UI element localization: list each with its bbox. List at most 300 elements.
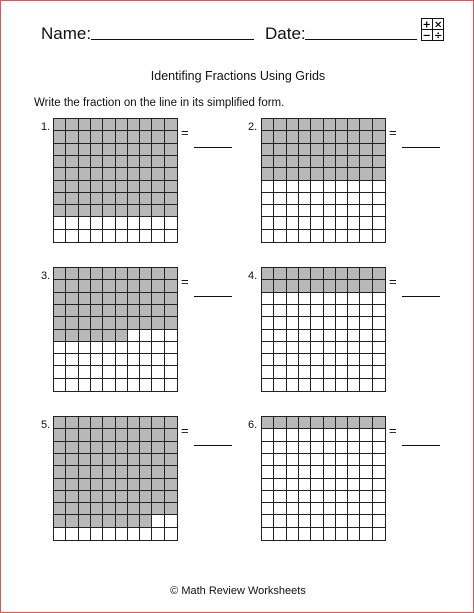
grid-cell-empty (299, 491, 311, 503)
grid-cell-empty (311, 479, 323, 491)
grid-cell-empty (274, 528, 286, 540)
grid-cell-shaded (66, 144, 78, 156)
grid-cell-empty (54, 366, 66, 378)
grid-cell-shaded (299, 268, 311, 280)
grid-cell-shaded (165, 454, 177, 466)
grid-cell-shaded (79, 305, 91, 317)
grid-cell-shaded (165, 491, 177, 503)
grid-cell-shaded (287, 131, 299, 143)
grid-cell-shaded (128, 305, 140, 317)
grid-cell-empty (311, 293, 323, 305)
grid-cell-shaded (262, 268, 274, 280)
grid-cell-empty (287, 466, 299, 478)
grid-cell-empty (360, 528, 372, 540)
grid-cell-empty (274, 454, 286, 466)
grid-cell-shaded (311, 280, 323, 292)
grid-cell-empty (287, 379, 299, 391)
grid-cell-empty (152, 342, 164, 354)
grid-cell-shaded (79, 515, 91, 527)
grid-cell-empty (373, 479, 385, 491)
grid-cell-shaded (54, 119, 66, 131)
grid-cell-shaded (116, 181, 128, 193)
fraction-grid (53, 267, 178, 392)
grid-cell-shaded (262, 168, 274, 180)
grid-cell-shaded (348, 280, 360, 292)
grid-cell-empty (336, 205, 348, 217)
grid-cell-shaded (274, 417, 286, 429)
grid-cell-empty (324, 491, 336, 503)
grid-cell-shaded (116, 429, 128, 441)
grid-cell-shaded (103, 144, 115, 156)
grid-cell-shaded (54, 156, 66, 168)
answer-line (194, 445, 232, 446)
grid-cell-empty (360, 317, 372, 329)
grid-cell-empty (287, 317, 299, 329)
math-operations-logo-icon (421, 18, 444, 41)
grid-cell-empty (311, 528, 323, 540)
grid-cell-empty (54, 354, 66, 366)
grid-cell-empty (348, 205, 360, 217)
grid-cell-empty (311, 317, 323, 329)
grid-cell-empty (311, 454, 323, 466)
grid-cell-shaded (128, 144, 140, 156)
grid-cell-empty (140, 366, 152, 378)
grid-cell-shaded (287, 280, 299, 292)
grid-cell-empty (274, 193, 286, 205)
grid-cell-empty (336, 503, 348, 515)
grid-cell-shaded (324, 144, 336, 156)
grid-cell-empty (373, 503, 385, 515)
grid-cell-empty (324, 528, 336, 540)
grid-cell-empty (299, 317, 311, 329)
grid-cell-empty (79, 354, 91, 366)
grid-cell-empty (360, 429, 372, 441)
grid-cell-shaded (152, 479, 164, 491)
grid-cell-empty (336, 528, 348, 540)
grid-cell-empty (128, 528, 140, 540)
grid-cell-empty (287, 342, 299, 354)
grid-cell-empty (274, 479, 286, 491)
grid-cell-shaded (140, 205, 152, 217)
grid-cell-shaded (311, 156, 323, 168)
grid-cell-shaded (140, 491, 152, 503)
grid-cell-shaded (165, 156, 177, 168)
grid-cell-shaded (54, 268, 66, 280)
grid-cell-empty (128, 379, 140, 391)
grid-cell-shaded (152, 181, 164, 193)
grid-cell-shaded (360, 119, 372, 131)
grid-cell-shaded (103, 479, 115, 491)
grid-cell-empty (274, 515, 286, 527)
grid-cell-empty (262, 454, 274, 466)
grid-cell-shaded (91, 193, 103, 205)
grid-cell-shaded (336, 144, 348, 156)
grid-cell-shaded (336, 119, 348, 131)
grid-cell-shaded (165, 479, 177, 491)
grid-cell-shaded (262, 156, 274, 168)
grid-cell-empty (262, 205, 274, 217)
grid-cell-empty (91, 366, 103, 378)
grid-cell-shaded (116, 156, 128, 168)
grid-cell-empty (324, 230, 336, 242)
grid-cell-empty (348, 354, 360, 366)
grid-cell-shaded (287, 417, 299, 429)
grid-cell-shaded (140, 429, 152, 441)
grid-cell-shaded (54, 479, 66, 491)
fraction-grid (261, 118, 386, 243)
grid-cell-empty (360, 466, 372, 478)
grid-cell-empty (274, 429, 286, 441)
grid-cell-empty (324, 503, 336, 515)
grid-cell-empty (360, 330, 372, 342)
grid-cell-empty (373, 317, 385, 329)
grid-cell-empty (287, 454, 299, 466)
grid-cell-empty (348, 181, 360, 193)
grid-cell-shaded (128, 515, 140, 527)
grid-cell-shaded (165, 131, 177, 143)
equals-sign: = (389, 125, 397, 140)
grid-cell-shaded (103, 181, 115, 193)
grid-cell-shaded (66, 466, 78, 478)
grid-cell-empty (348, 454, 360, 466)
grid-cell-empty (287, 366, 299, 378)
grid-cell-empty (311, 354, 323, 366)
grid-cell-shaded (140, 119, 152, 131)
grid-cell-empty (116, 528, 128, 540)
grid-cell-empty (373, 205, 385, 217)
grid-cell-shaded (287, 119, 299, 131)
grid-cell-shaded (299, 168, 311, 180)
divide-symbol: ÷ (434, 30, 443, 41)
grid-cell-shaded (360, 144, 372, 156)
grid-cell-empty (299, 330, 311, 342)
grid-cell-shaded (287, 168, 299, 180)
grid-cell-empty (165, 379, 177, 391)
grid-cell-empty (299, 429, 311, 441)
grid-cell-shaded (360, 168, 372, 180)
grid-cell-empty (128, 230, 140, 242)
grid-cell-empty (336, 366, 348, 378)
grid-cell-shaded (116, 317, 128, 329)
grid-cell-empty (54, 342, 66, 354)
grid-cell-shaded (103, 193, 115, 205)
grid-cell-shaded (152, 317, 164, 329)
grid-cell-shaded (66, 330, 78, 342)
grid-cell-empty (348, 193, 360, 205)
grid-cell-shaded (274, 119, 286, 131)
grid-cell-empty (299, 528, 311, 540)
grid-cell-shaded (103, 503, 115, 515)
grid-cell-shaded (91, 168, 103, 180)
grid-cell-shaded (348, 144, 360, 156)
grid-cell-shaded (373, 268, 385, 280)
grid-cell-empty (336, 305, 348, 317)
grid-cell-empty (66, 354, 78, 366)
grid-cell-shaded (336, 280, 348, 292)
grid-cell-shaded (79, 168, 91, 180)
grid-cell-empty (287, 230, 299, 242)
grid-cell-shaded (274, 156, 286, 168)
grid-cell-empty (336, 491, 348, 503)
grid-cell-empty (140, 230, 152, 242)
grid-cell-shaded (79, 131, 91, 143)
grid-cell-shaded (103, 268, 115, 280)
grid-cell-shaded (116, 491, 128, 503)
grid-cell-empty (373, 454, 385, 466)
grid-cell-empty (287, 503, 299, 515)
grid-cell-shaded (79, 280, 91, 292)
grid-cell-empty (66, 342, 78, 354)
grid-cell-shaded (274, 144, 286, 156)
grid-cell-shaded (165, 181, 177, 193)
grid-cell-empty (348, 293, 360, 305)
grid-cell-shaded (66, 293, 78, 305)
grid-cell-empty (311, 379, 323, 391)
grid-cell-shaded (116, 193, 128, 205)
grid-cell-shaded (299, 131, 311, 143)
grid-cell-shaded (103, 454, 115, 466)
grid-cell-empty (360, 366, 372, 378)
grid-cell-shaded (91, 429, 103, 441)
grid-cell-shaded (128, 205, 140, 217)
grid-cell-shaded (324, 119, 336, 131)
grid-cell-shaded (66, 193, 78, 205)
instructions: Write the fraction on the line in its simplified form. (34, 97, 285, 109)
grid-cell-empty (360, 442, 372, 454)
grid-cell-empty (324, 515, 336, 527)
grid-cell-shaded (152, 144, 164, 156)
grid-cell-shaded (91, 156, 103, 168)
grid-cell-empty (116, 379, 128, 391)
grid-cell-shaded (91, 417, 103, 429)
grid-cell-empty (373, 429, 385, 441)
fraction-grid (261, 267, 386, 392)
grid-cell-shaded (140, 144, 152, 156)
grid-cell-shaded (311, 131, 323, 143)
grid-cell-empty (311, 503, 323, 515)
equals-sign: = (389, 423, 397, 438)
grid-cell-shaded (54, 168, 66, 180)
grid-cell-empty (373, 379, 385, 391)
grid-cell-shaded (116, 503, 128, 515)
grid-cell-empty (262, 217, 274, 229)
grid-cell-shaded (116, 293, 128, 305)
grid-cell-empty (116, 217, 128, 229)
grid-cell-empty (79, 379, 91, 391)
grid-cell-empty (274, 330, 286, 342)
grid-cell-empty (91, 217, 103, 229)
grid-cell-empty (287, 205, 299, 217)
grid-cell-empty (299, 379, 311, 391)
grid-cell-empty (54, 528, 66, 540)
grid-cell-empty (79, 342, 91, 354)
grid-cell-empty (274, 491, 286, 503)
grid-cell-shaded (165, 168, 177, 180)
grid-cell-empty (299, 479, 311, 491)
grid-cell-empty (336, 442, 348, 454)
grid-cell-empty (336, 217, 348, 229)
grid-cell-empty (165, 230, 177, 242)
grid-cell-empty (91, 342, 103, 354)
grid-cell-shaded (116, 454, 128, 466)
grid-cell-empty (360, 491, 372, 503)
grid-cell-empty (299, 354, 311, 366)
grid-cell-shaded (79, 293, 91, 305)
grid-cell-empty (262, 181, 274, 193)
grid-cell-shaded (66, 479, 78, 491)
grid-cell-shaded (103, 429, 115, 441)
grid-cell-empty (116, 230, 128, 242)
fraction-grid (261, 416, 386, 541)
grid-cell-empty (152, 230, 164, 242)
grid-cell-empty (103, 230, 115, 242)
grid-cell-empty (79, 366, 91, 378)
grid-cell-shaded (128, 491, 140, 503)
grid-cell-empty (336, 466, 348, 478)
footer-copyright: © Math Review Worksheets (170, 585, 306, 597)
grid-cell-empty (324, 366, 336, 378)
grid-cell-empty (299, 293, 311, 305)
grid-cell-empty (373, 342, 385, 354)
grid-cell-shaded (128, 131, 140, 143)
grid-cell-shaded (152, 417, 164, 429)
grid-cell-shaded (54, 503, 66, 515)
grid-cell-empty (373, 366, 385, 378)
grid-cell-shaded (140, 305, 152, 317)
grid-cell-shaded (140, 503, 152, 515)
grid-cell-empty (360, 217, 372, 229)
grid-cell-empty (348, 305, 360, 317)
grid-cell-empty (152, 330, 164, 342)
grid-cell-empty (79, 217, 91, 229)
grid-cell-empty (262, 366, 274, 378)
grid-cell-shaded (274, 168, 286, 180)
grid-cell-empty (336, 354, 348, 366)
grid-cell-empty (299, 230, 311, 242)
grid-cell-empty (262, 317, 274, 329)
grid-cell-empty (360, 305, 372, 317)
grid-cell-shaded (91, 119, 103, 131)
grid-cell-shaded (91, 491, 103, 503)
grid-cell-empty (287, 330, 299, 342)
grid-cell-empty (299, 503, 311, 515)
grid-cell-empty (324, 205, 336, 217)
grid-cell-empty (274, 342, 286, 354)
grid-cell-shaded (165, 305, 177, 317)
grid-cell-shaded (324, 131, 336, 143)
grid-cell-shaded (165, 503, 177, 515)
grid-cell-empty (140, 330, 152, 342)
grid-cell-shaded (165, 205, 177, 217)
grid-cell-empty (66, 528, 78, 540)
grid-cell-empty (165, 354, 177, 366)
grid-cell-shaded (116, 268, 128, 280)
grid-cell-empty (287, 515, 299, 527)
grid-cell-empty (324, 317, 336, 329)
grid-cell-empty (262, 429, 274, 441)
grid-cell-shaded (54, 429, 66, 441)
grid-cell-empty (360, 293, 372, 305)
grid-cell-shaded (66, 205, 78, 217)
grid-cell-shaded (324, 168, 336, 180)
grid-cell-shaded (152, 205, 164, 217)
grid-cell-shaded (140, 280, 152, 292)
grid-cell-empty (274, 366, 286, 378)
equals-sign: = (181, 423, 189, 438)
grid-cell-empty (311, 217, 323, 229)
grid-cell-empty (311, 515, 323, 527)
grid-cell-shaded (140, 156, 152, 168)
grid-cell-shaded (287, 156, 299, 168)
problem-number: 3. (41, 270, 51, 282)
grid-cell-empty (91, 528, 103, 540)
grid-cell-shaded (140, 181, 152, 193)
grid-cell-empty (348, 528, 360, 540)
grid-cell-shaded (299, 156, 311, 168)
grid-cell-empty (79, 528, 91, 540)
grid-cell-empty (54, 379, 66, 391)
grid-cell-shaded (324, 156, 336, 168)
grid-cell-shaded (66, 181, 78, 193)
grid-cell-shaded (336, 417, 348, 429)
grid-cell-shaded (66, 503, 78, 515)
grid-cell-empty (311, 491, 323, 503)
grid-cell-empty (287, 354, 299, 366)
grid-cell-shaded (274, 280, 286, 292)
grid-cell-shaded (299, 119, 311, 131)
grid-cell-empty (336, 230, 348, 242)
grid-cell-shaded (66, 317, 78, 329)
grid-cell-shaded (373, 280, 385, 292)
grid-cell-shaded (66, 417, 78, 429)
grid-cell-empty (128, 217, 140, 229)
grid-cell-shaded (360, 131, 372, 143)
grid-cell-shaded (103, 515, 115, 527)
grid-cell-empty (66, 217, 78, 229)
grid-cell-empty (311, 230, 323, 242)
grid-cell-shaded (128, 193, 140, 205)
grid-cell-empty (336, 379, 348, 391)
problem-number: 4. (248, 270, 258, 282)
grid-cell-shaded (54, 205, 66, 217)
grid-cell-shaded (311, 168, 323, 180)
grid-cell-empty (360, 515, 372, 527)
grid-cell-empty (152, 366, 164, 378)
grid-cell-shaded (91, 330, 103, 342)
grid-cell-empty (324, 454, 336, 466)
grid-cell-empty (360, 354, 372, 366)
grid-cell-shaded (116, 305, 128, 317)
grid-cell-empty (360, 205, 372, 217)
grid-cell-shaded (152, 491, 164, 503)
grid-cell-shaded (79, 205, 91, 217)
answer-line (194, 296, 232, 297)
grid-cell-empty (336, 317, 348, 329)
grid-cell-empty (79, 230, 91, 242)
grid-cell-empty (274, 305, 286, 317)
grid-cell-shaded (91, 317, 103, 329)
grid-cell-shaded (79, 268, 91, 280)
grid-cell-empty (91, 230, 103, 242)
grid-cell-shaded (128, 317, 140, 329)
grid-cell-empty (274, 354, 286, 366)
grid-cell-empty (140, 217, 152, 229)
grid-cell-empty (287, 181, 299, 193)
grid-cell-shaded (152, 193, 164, 205)
grid-cell-empty (311, 429, 323, 441)
grid-cell-empty (299, 442, 311, 454)
grid-cell-empty (165, 515, 177, 527)
